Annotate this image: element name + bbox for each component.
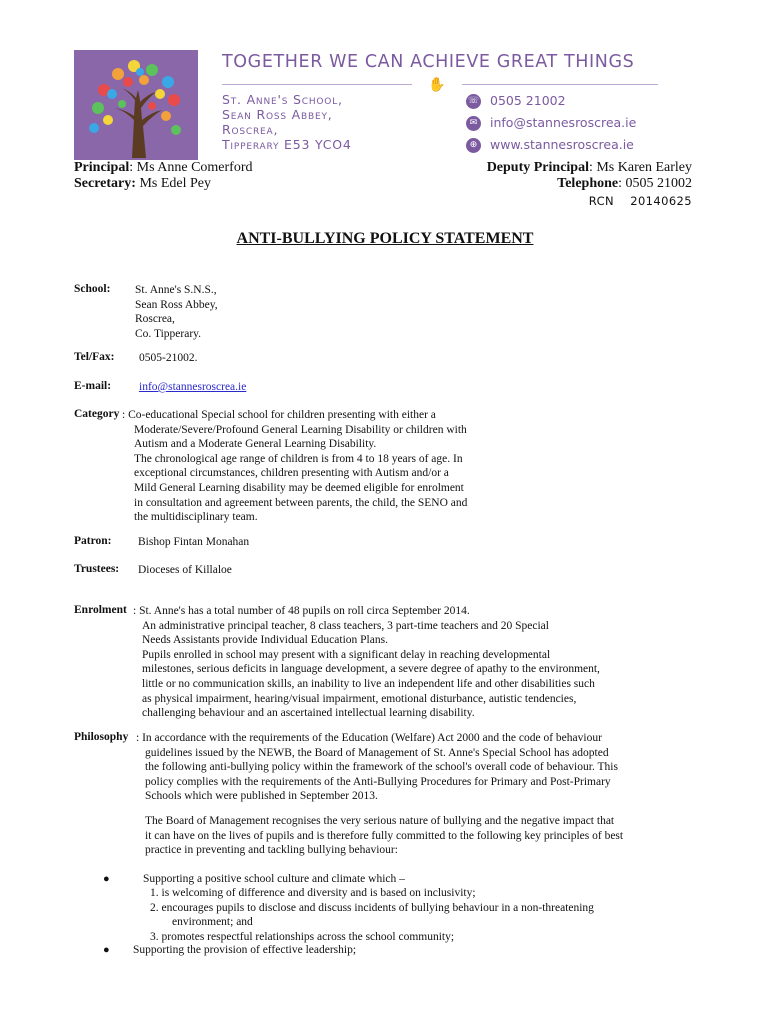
bullet-item: Supporting the provision of effective leadership; [133, 944, 357, 956]
category-line: Mild General Learning disability may be deemed eligible for enrolment [134, 481, 464, 494]
enrolment-text [133, 604, 600, 721]
philosophy-line: guidelines issued by the NEWB, the Board of Management of St. Anne's Special School has adopted [145, 746, 609, 759]
enrolment-label: Enrolment [74, 604, 127, 616]
philosophy-line: the following anti-bullying policy within the framework of the school's overall code of behaviour. This [145, 761, 618, 774]
bullet-dot-icon: ● [103, 944, 110, 956]
secretary-label: Secretary: [74, 176, 136, 191]
secretary-line [74, 176, 211, 192]
philosophy-line: : In accordance with the requirements of the Education (Welfare) Act 2000 and the code of behaviour [136, 732, 602, 744]
sub-list-item: 2. encourages pupils to disclose and discuss incidents of bullying behaviour in a non-threatening [150, 901, 594, 914]
principal-label: Principal [74, 160, 130, 175]
school-line: Roscrea, [135, 313, 175, 326]
school-logo-tree [74, 50, 198, 160]
deputy-line [487, 160, 692, 176]
category-line: : Co-educational Special school for children presenting with either a [122, 409, 436, 421]
enrolment-line: little or no communication skills, an inability to live an independent life and other disabilities such [142, 677, 595, 690]
enrolment-line: milestones, serious deficits in language development, a severe degree of apathy to the environment, [142, 663, 600, 676]
email-label: E-mail: [74, 380, 112, 392]
telfax-value: 0505-21002. [139, 352, 198, 364]
header-phone: 0505 21002 [490, 93, 566, 108]
category-line: Moderate/Severe/Profound General Learning Disability or children with [134, 423, 467, 436]
school-line: Co. Tipperary. [135, 327, 202, 340]
enrolment-line: : St. Anne's has a total number of 48 pupils on roll circa September 2014. [133, 605, 470, 617]
header-divider-right [462, 84, 658, 85]
category-line: The chronological age range of children is from 4 to 18 years of age. In [134, 452, 463, 465]
school-motto: TOGETHER WE CAN ACHIEVE GREAT THINGS [222, 52, 635, 72]
address-line-4: Tipperary E53 YCO4 [222, 137, 352, 152]
philosophy-line: policy complies with the requirements of the Anti-Bullying Procedures for Primary and Post-Primary [145, 775, 611, 788]
header-website[interactable]: www.stannesroscrea.ie [490, 137, 634, 152]
enrolment-line: Needs Assistants provide Individual Education Plans. [142, 634, 388, 647]
enrolment-line: An administrative principal teacher, 8 class teachers, 3 part-time teachers and 20 Special [142, 619, 549, 632]
telfax-label: Tel/Fax: [74, 351, 115, 363]
address-line-3: Roscrea, [222, 122, 279, 137]
school-line: St. Anne's S.N.S., [135, 284, 217, 296]
philosophy-text [136, 731, 618, 804]
address-line-1: St. Anne's School, [222, 92, 343, 107]
telephone-value: : 0505 21002 [618, 176, 692, 191]
trustees-value: Dioceses of Killaloe [138, 564, 232, 576]
header-divider-left [222, 84, 412, 85]
board-line: The Board of Management recognises the very serious nature of bullying and the negative impact that [145, 815, 615, 827]
category-line: in consultation and agreement between parents, the child, the SENO and [134, 496, 468, 509]
rcn-number: RCN 20140625 [588, 194, 692, 208]
deputy-value: : Ms Karen Earley [588, 160, 692, 175]
category-line: exceptional circumstances, children presenting with Autism and/or a [134, 467, 449, 480]
enrolment-line: as physical impairment, hearing/visual impairment, emotional disturbance, autistic tendencies, [142, 692, 577, 705]
school-address [135, 283, 218, 341]
board-line: practice in preventing and tackling bullying behaviour: [145, 844, 398, 857]
board-text [145, 814, 623, 858]
enrolment-line: Pupils enrolled in school may present with a significant delay in reaching developmental [142, 648, 551, 661]
school-line: Sean Ross Abbey, [135, 298, 218, 311]
phone-icon: ☏ [466, 94, 481, 109]
sub-list-item: 1. is welcoming of difference and diversity and is based on inclusivity; [150, 887, 476, 899]
board-line: it can have on the lives of pupils and is therefore fully committed to the following key principles of best [145, 829, 624, 842]
school-label: School: [74, 283, 111, 295]
hand-icon: ✋ [428, 78, 446, 93]
globe-icon: ⊕ [466, 138, 481, 153]
email-link[interactable]: info@stannesroscrea.ie [139, 381, 247, 393]
philosophy-line: Schools which were published in September 2013. [145, 790, 378, 803]
bullet-item: Supporting a positive school culture and climate which – [143, 873, 405, 885]
category-line: Autism and a Moderate General Learning Disability. [134, 438, 377, 451]
patron-label: Patron: [74, 535, 112, 547]
bullet-dot-icon: ● [103, 873, 110, 885]
principal-value: : Ms Anne Comerford [129, 160, 253, 175]
tree-logo-icon [74, 50, 198, 160]
trustees-label: Trustees: [74, 563, 120, 575]
enrolment-line: challenging behaviour and an ascertained intellectual learning disability. [142, 707, 475, 720]
sub-list [150, 886, 594, 944]
address-line-2: Sean Ross Abbey, [222, 107, 333, 122]
mail-icon: ✉ [466, 116, 481, 131]
category-text [122, 408, 467, 525]
sub-list-item: environment; and [172, 916, 253, 929]
header-email[interactable]: info@stannesroscrea.ie [490, 115, 637, 130]
deputy-label: Deputy Principal [486, 160, 589, 175]
category-line: the multidisciplinary team. [134, 511, 258, 524]
document-title: ANTI-BULLYING POLICY STATEMENT [236, 230, 534, 247]
secretary-value: Ms Edel Pey [135, 176, 211, 191]
telephone-line [557, 176, 692, 192]
telephone-label: Telephone [557, 176, 619, 191]
sub-list-item: 3. promotes respectful relationships across the school community; [150, 930, 455, 943]
philosophy-label: Philosophy [74, 731, 129, 743]
principal-line [74, 160, 253, 176]
patron-value: Bishop Fintan Monahan [138, 536, 250, 548]
category-label: Category [74, 408, 120, 420]
